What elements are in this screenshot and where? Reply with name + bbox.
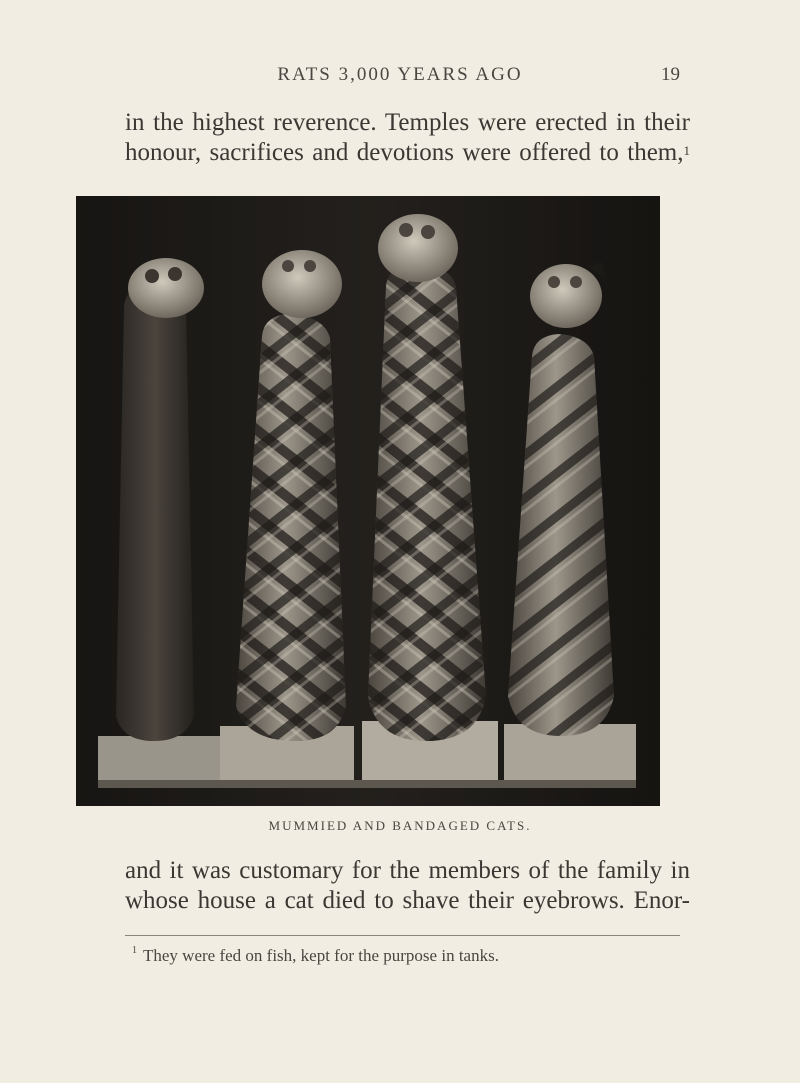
page-header xyxy=(0,64,800,94)
footnote xyxy=(132,946,692,966)
footnote-text: They were fed on fish, kept for the purpose in tanks. xyxy=(143,946,499,965)
page-number: 19 xyxy=(661,64,680,85)
paragraph-top xyxy=(125,108,690,168)
footnote-mark: 1 xyxy=(132,945,137,956)
figure-caption: MUMMIED AND BANDAGED CATS. xyxy=(268,818,532,833)
photograph-mummified-cats xyxy=(76,196,660,806)
text-line: in the highest reverence. Temples were erected in their xyxy=(125,109,690,136)
footnote-rule xyxy=(125,935,680,936)
text-line: and it was customary for the members of the family in xyxy=(125,857,690,884)
text-line: honour, sacrifices and devotions were offered to them,$^1$ xyxy=(125,139,690,166)
running-title: RATS 3,000 YEARS AGO xyxy=(277,64,523,85)
text-line: whose house a cat died to shave their eyebrows. Enor- xyxy=(125,887,690,914)
footnote-reference: 1 xyxy=(683,143,690,158)
paragraph-bottom xyxy=(125,856,690,916)
